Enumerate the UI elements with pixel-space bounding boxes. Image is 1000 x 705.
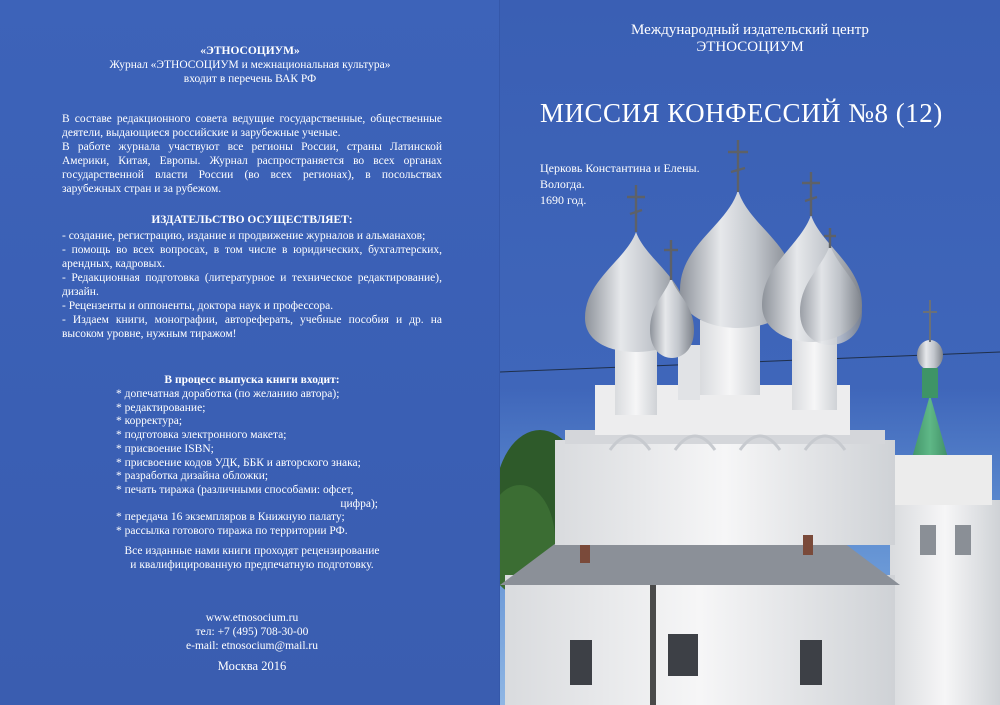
process-item: * корректура; [116,415,183,428]
journal-name: «ЭТНОСОЦИУМ» [200,45,300,57]
process-item: * допечатная доработка (по желанию автора); [116,388,340,400]
process-item: * печать тиража (различными способами: офсет, [116,483,354,496]
process-item: * присвоение кодов УДК, ББК и авторского знака; [116,456,361,469]
note-line: Все изданные нами книги проходят рецензирование [124,545,380,557]
bell-tower [890,300,1000,705]
journal-intro [62,112,442,196]
services-list [62,229,442,341]
caption-line: 1690 год. [540,193,587,207]
front-cover [500,0,1000,705]
service-item: - помощь во всех вопросах, в том числе в юридических, бухгалтерских, арендных, кадровых. [62,244,442,270]
intro-paragraph: В работе журнала участвуют все регионы России, страны Латинской Америки, Китая, Европы. Журнал распространяется во всех органах государственной власти России (во всех регионах), в посольствах зарубежных стран и за рубежом. [62,141,442,195]
website-link[interactable]: www.etnosocium.ru [205,612,299,624]
phone-number: тел: +7 (495) 708-30-00 [195,626,309,638]
process-item: цифра); [340,497,378,510]
service-item: - Рецензенты и оппоненты, доктора наук и профессора. [62,300,334,312]
service-item: - Издаем книги, монографии, автореферать, учебные пособия и др. на высоком уровне, нужным тиражом! [62,314,442,340]
journal-header [60,44,440,86]
photo-caption [540,160,840,208]
journal-full-name: Журнал «ЭТНОСОЦИУМ и межнациональная культура» [109,59,391,71]
process-list [116,388,386,539]
magazine-title: МИССИЯ КОНФЕССИЙ №8 (12) [540,98,943,128]
publisher-line: Международный издательский центр [631,22,869,38]
city-year: Москва 2016 [217,659,287,673]
email-link[interactable]: e-mail: etnosocium@mail.ru [186,640,318,652]
intro-paragraph: В составе редакционного совета ведущие государственные, общественные деятели, выдающиеся российские и зарубежные ученые. [62,113,442,139]
process-item: * редактирование; [116,401,206,414]
process-item: * присвоение ISBN; [116,442,214,455]
service-item: - Редакционная подготовка (литературное и техническое редактирование), дизайн. [62,272,442,298]
process-item: * подготовка электронного макета; [116,429,287,442]
process-item: * разработка дизайна обложки; [116,470,269,483]
publisher-name [500,22,1000,56]
services-title: ИЗДАТЕЛЬСТВО ОСУЩЕСТВЛЯЕТ: [151,214,353,226]
caption-line: Церковь Константина и Елены. [540,161,700,175]
process-item: * рассылка готового тиража по территории РФ. [116,525,348,538]
vak-status: входит в перечень ВАК РФ [183,73,317,85]
process-title: В процесс выпуска книги входит: [164,374,340,386]
quality-note [62,544,442,572]
service-item: - создание, регистрацию, издание и продвижение журналов и альманахов; [62,230,426,242]
publisher-line: ЭТНОСОЦИУМ [696,39,804,55]
contacts [62,611,442,653]
note-line: и квалифицированную предпечатную подготовку. [130,559,374,571]
process-item: * передача 16 экземпляров в Книжную палату; [116,511,345,524]
caption-line: Вологда. [540,177,585,191]
